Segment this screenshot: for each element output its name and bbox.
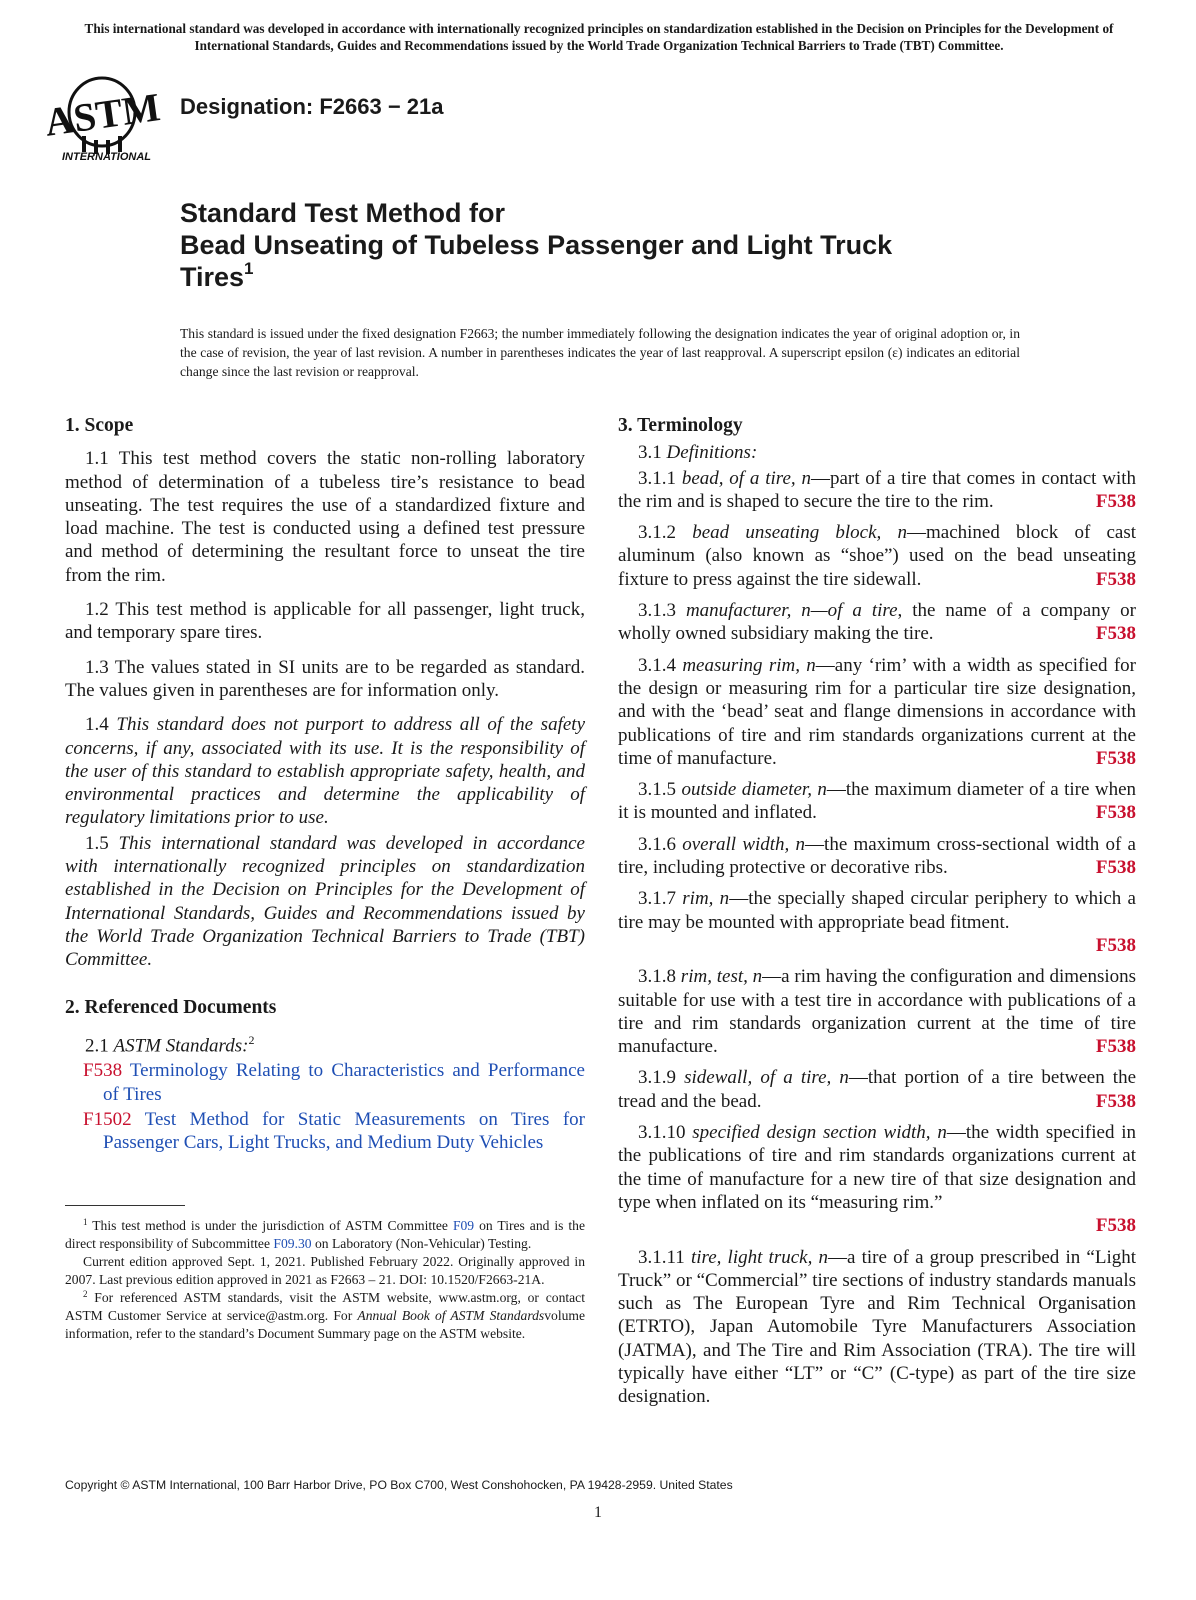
term-3-1-7 — [618, 887, 1136, 957]
term-number: 3.1.4 — [638, 654, 676, 676]
left-column — [65, 414, 585, 1157]
term-definition: —machined block of cast aluminum (also known as “shoe”) used on the bead unseating fixture to press against the tire sidewall. — [618, 522, 1137, 590]
term-definition: —the width specified in the publications of tire and rim standards organizations current at the time of manufacture for a new tire of that size designation and type when inflated on its “measuring rim.” — [618, 1122, 1137, 1213]
term-number: 3.1.8 — [638, 966, 676, 988]
footnotes — [65, 1217, 585, 1343]
scope-1-5-num: 1.5 — [85, 832, 109, 854]
right-column — [618, 414, 1136, 1417]
title-footnote-mark: 1 — [244, 259, 254, 278]
title-line-2: Bead Unseating of Tubeless Passenger and Light Truck — [180, 230, 893, 260]
term-3-1-3 — [618, 599, 1136, 646]
scope-1-3: 1.3 The values stated in SI units are to be regarded as standard. The values given in parentheses are for information only. — [65, 656, 585, 701]
definitions-num: 3.1 — [638, 442, 662, 464]
term-definition: —part of a tire that comes in contact with the rim and is shaped to secure the tire to the rim. — [618, 467, 1136, 512]
scope-1-1: 1.1 This test method covers the static non-rolling laboratory method of determination of a tubeless tire’s resistance to bead unseating. The test requires the use of a standardized fixture and load machine. The test is conducted using a defined test pressure and method of determining the resultant force to unseat the tire from the rim. — [65, 448, 585, 586]
terminology-heading: 3. Terminology — [618, 415, 743, 436]
term-reference-link[interactable]: F538 — [1095, 1036, 1136, 1058]
ref-f1502[interactable] — [65, 1108, 585, 1155]
term-reference-link[interactable]: F538 — [1095, 1215, 1136, 1237]
footnote-2-part-a: For referenced ASTM standards, visit the ASTM website, www.astm.org, or contact ASTM Customer Service at service@astm.org. For — [65, 1290, 585, 1323]
term-definition: —a tire of a group prescribed in “Light Truck” or “Commercial” tire sections of industry standards manuals such as The European Tyre and Rim Technical Organisation (ETRTO), Japan Automobile Tyre Manufacturers Association (JATMA), and The Tire and Rim Association (TRA). The tire will typically have either “LT” or “C” (C-type) as part of the tire size designation. — [618, 1246, 1136, 1408]
term-number: 3.1.10 — [638, 1122, 686, 1144]
footnote-1-part-a: This test method is under the jurisdiction of ASTM Committee — [92, 1218, 448, 1233]
ref-f538-title[interactable]: Terminology Relating to Characteristics and Performance of Tires — [103, 1060, 585, 1105]
definitions-text: Definitions: — [666, 442, 758, 464]
term-reference-link[interactable]: F538 — [1095, 857, 1136, 879]
term-reference-link[interactable]: F538 — [1095, 934, 1136, 956]
term-3-1-10 — [618, 1121, 1136, 1237]
term-3-1-11 — [618, 1246, 1136, 1409]
term-3-1-5 — [618, 778, 1136, 825]
term-name: overall width, n — [682, 833, 806, 855]
footnote-1-part-b: on Tires and is the direct responsibility of Subcommittee — [65, 1218, 586, 1251]
term-number: 3.1.7 — [638, 888, 676, 910]
term-reference-link[interactable]: F538 — [1095, 1090, 1136, 1112]
ref-f1502-title[interactable]: Test Method for Static Measurements on Tires for Passenger Cars, Light Trucks, and Medium Duty Vehicles — [103, 1109, 585, 1154]
term-definition: —the maximum diameter of a tire when it is mounted and inflated. — [618, 779, 1136, 824]
term-reference-link[interactable]: F538 — [1095, 802, 1136, 824]
term-name: rim, n — [682, 888, 730, 910]
astm-standards-label — [65, 1029, 585, 1058]
term-definition: , the name of a company or wholly owned subsidiary making the tire. — [618, 600, 1137, 645]
term-reference-link[interactable]: F538 — [1095, 568, 1136, 590]
definitions-label — [618, 441, 1136, 464]
title-line-1: Standard Test Method for — [180, 198, 506, 228]
term-3-1-6 — [618, 833, 1136, 880]
term-number: 3.1.11 — [638, 1246, 685, 1268]
term-name: tire, light truck, n — [690, 1246, 829, 1268]
footnote-2-part-b: volume information, refer to the standard’s Document Summary page on the ASTM website. — [65, 1308, 585, 1341]
title-line-3: Tires — [180, 262, 245, 292]
ref-f538-code[interactable]: F538 — [83, 1060, 123, 1082]
scope-1-4-num: 1.4 — [85, 714, 109, 736]
copyright: Copyright © ASTM International, 100 Barr Harbor Drive, PO Box C700, West Conshohocken, PA 19428-2959. United States — [65, 1478, 733, 1492]
term-name: outside diameter, n — [681, 779, 827, 801]
term-3-1-4 — [618, 654, 1136, 770]
astm-standards-num: 2.1 — [85, 1035, 109, 1057]
designation: Designation: F2663 − 21a — [180, 94, 444, 119]
footnote-edition: Current edition approved Sept. 1, 2021. Published February 2022. Originally approved in 2007. Last previous edition approved in 2021 as F2663 – 21. DOI: 10.1520/F2663-21A. — [65, 1254, 585, 1287]
issuance-statement: This standard is issued under the fixed designation F2663; the number immediately following the designation indicates the year of original adoption or, in the case of revision, the year of last revision. A number in parentheses indicates the year of last reapproval. A superscript epsilon (ε) indicates an editorial change since the last revision or reapproval. — [180, 326, 1020, 379]
term-number: 3.1.1 — [638, 467, 676, 489]
term-definition: —that portion of a tire between the tread and the bead. — [618, 1067, 1137, 1112]
term-name: rim, test, n — [680, 966, 763, 988]
ref-f1502-code[interactable]: F1502 — [83, 1109, 132, 1131]
committee-link[interactable]: F09 — [452, 1218, 475, 1233]
page-number: 1 — [594, 1504, 602, 1521]
logo-caption: INTERNATIONAL — [62, 151, 152, 163]
astm-standards-text: ASTM Standards: — [113, 1035, 249, 1057]
term-3-1-9 — [618, 1066, 1136, 1113]
term-reference-link[interactable]: F538 — [1095, 623, 1136, 645]
referenced-heading: 2. Referenced Documents — [65, 996, 277, 1018]
term-name: sidewall, of a tire, n — [684, 1067, 849, 1089]
ref-f538[interactable] — [65, 1059, 585, 1106]
footnote-rule — [65, 1205, 185, 1206]
logo-letters: ASTM — [41, 84, 163, 145]
footnote-1 — [65, 1217, 585, 1253]
term-number: 3.1.6 — [638, 833, 676, 855]
term-definition: —the specially shaped circular periphery to which a tire may be mounted with appropriate bead fitment. — [618, 888, 1136, 933]
term-number: 3.1.3 — [638, 600, 676, 622]
scope-1-4-text: This standard does not purport to address all of the safety concerns, if any, associated with its use. It is the responsibility of the user of this standard to establish appropriate safety, health, and environmental practices and determine the applicability of regulatory limitations prior to use. — [65, 714, 585, 829]
term-reference-link[interactable]: F538 — [1095, 747, 1136, 769]
term-3-1-1 — [618, 467, 1136, 514]
footnote-2-mark: 2 — [83, 1289, 88, 1299]
term-name: bead, of a tire, n — [681, 467, 811, 489]
term-definition: —the maximum cross-sectional width of a tire, including protective or decorative ribs. — [618, 833, 1136, 879]
scope-1-5 — [65, 832, 585, 972]
term-reference-link[interactable]: F538 — [1095, 490, 1136, 512]
term-name: bead unseating block, n — [692, 522, 907, 544]
term-3-1-2 — [618, 521, 1136, 591]
term-3-1-8 — [618, 965, 1136, 1058]
document-title — [180, 197, 1080, 293]
term-name: specified design section width, n — [692, 1122, 947, 1144]
scope-1-4 — [65, 713, 585, 829]
astm-logo — [41, 70, 170, 170]
subcommittee-link[interactable]: F09.30 — [273, 1236, 312, 1251]
astm-logo-icon — [41, 70, 170, 170]
term-definition: —a rim having the configuration and dimensions suitable for use with a test tire in accordance with publications of a tire and rim standards organization current at the time of tire manufacture. — [618, 966, 1137, 1058]
footnote-1-mark: 1 — [83, 1217, 88, 1227]
footnote-2 — [65, 1289, 585, 1343]
scope-1-5-text: This international standard was developed in accordance with internationally recognized principles on standardization established in the Decision on Principles for the Development of International Standards, Guides and Recommendations issued by the World Trade Organization Technical Barriers to Trade (TBT) Committee. — [65, 832, 585, 971]
term-name: manufacturer, n—of a tire — [685, 600, 898, 622]
term-number: 3.1.2 — [638, 522, 676, 544]
term-number: 3.1.5 — [638, 779, 676, 801]
term-name: measuring rim, n — [682, 654, 816, 676]
scope-heading: 1. Scope — [65, 415, 134, 436]
footnote-1-part-c: on Laboratory (Non-Vehicular) Testing. — [314, 1236, 532, 1251]
scope-1-2: 1.2 This test method is applicable for all passenger, light truck, and temporary spare tires. — [65, 599, 585, 644]
top-notice: This international standard was developed in accordance with internationally recognized principles on standardization established in the Decision on Principles for the Development of International Standards, Guides and Recommendations issued by the World Trade Organization Technical Barriers to Trade (TBT) Committee. — [84, 21, 1114, 53]
term-number: 3.1.9 — [638, 1067, 676, 1089]
astm-standards-mark: 2 — [248, 1032, 255, 1047]
term-definition: —any ‘rim’ with a width as specified for the design or measuring rim for a particular tire size designation, and with the ‘bead’ seat and flange dimensions in accordance with publications of tire and rim standards organizations current at the time of manufacture. — [618, 654, 1136, 769]
footnote-2-italic: Annual Book of ASTM Standards — [357, 1308, 545, 1323]
terms-list — [618, 467, 1136, 1409]
